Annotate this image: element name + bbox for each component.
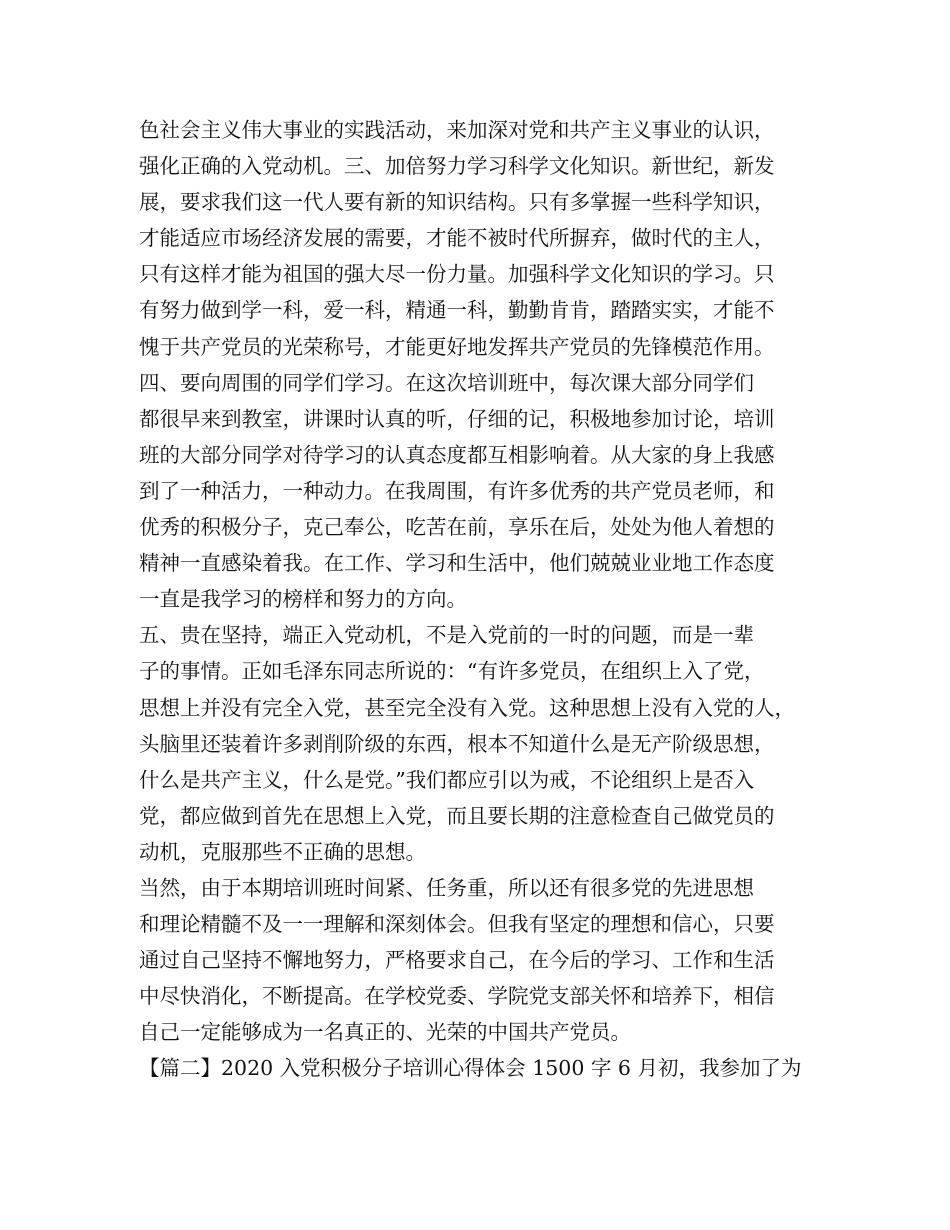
text-line: 中尽快消化，不断提高。在学校党委、学院党支部关怀和培养下，相信 [139, 984, 775, 1009]
text-line: 【篇二】2020 入党积极分子培训心得体会 1500 字 6 月初，我参加了为 [139, 1056, 802, 1081]
document-body-text [139, 112, 839, 1087]
text-line: 只有这样才能为祖国的强大尽一份力量。加强科学文化知识的学习。只 [139, 262, 775, 287]
text-line: 当然，由于本期培训班时间紧、任务重，所以还有很多党的先进思想 [139, 875, 754, 900]
text-line: 色社会主义伟大事业的实践活动，来加深对党和共产主义事业的认识， [139, 118, 775, 142]
text-line: 党，都应做到首先在思想上入党，而且要长期的注意检查自己做党员的 [139, 803, 775, 828]
text-line: 一直是我学习的榜样和努力的方向。 [139, 587, 467, 612]
text-line: 强化正确的入党动机。三、加倍努力学习科学文化知识。新世纪，新发 [139, 154, 775, 179]
text-line: 才能适应市场经济发展的需要，才能不被时代所摒弃，做时代的主人， [139, 226, 775, 251]
text-line: 自己一定能够成为一名真正的、光荣的中国共产党员。 [139, 1020, 631, 1045]
text-line: 展，要求我们这一代人要有新的知识结构。只有多掌握一些科学知识， [139, 190, 775, 215]
text-line: 子的事情。正如毛泽东同志所说的：“有许多党员，在组织上入了党， [139, 659, 765, 684]
text-line: 都很早来到教室，讲课时认真的听，仔细的记，积极地参加讨论，培训 [139, 406, 775, 431]
text-line: 和理论精髓不及一一理解和深刻体会。但我有坚定的理想和信心，只要 [139, 912, 775, 937]
text-line: 五、贵在坚持，端正入党动机，不是入党前的一时的问题，而是一辈 [139, 623, 754, 648]
text-line: 优秀的积极分子，克己奉公，吃苦在前，享乐在后，处处为他人着想的 [139, 515, 775, 540]
text-line: 到了一种活力，一种动力。在我周围，有许多优秀的共产党员老师，和 [139, 478, 775, 503]
text-line: 愧于共产党员的光荣称号，才能更好地发挥共产党员的先锋模范作用。 [139, 334, 775, 359]
text-line: 动机，克服那些不正确的思想。 [139, 839, 426, 864]
text-line: 思想上并没有完全入党，甚至完全没有入党。这种思想上没有入党的人， [139, 695, 795, 720]
text-line: 什么是共产主义，什么是党。”我们都应引以为戒，不论组织上是否入 [139, 767, 755, 792]
text-line: 班的大部分同学对待学习的认真态度都互相影响着。从大家的身上我感 [139, 442, 775, 467]
text-line: 四、要向周围的同学们学习。在这次培训班中，每次课大部分同学们 [139, 370, 754, 395]
text-line: 头脑里还装着许多剥削阶级的东西，根本不知道什么是无产阶级思想， [139, 731, 775, 756]
text-line: 有努力做到学一科，爱一科，精通一科，勤勤肯肯，踏踏实实，才能不 [139, 298, 775, 323]
text-line: 精神一直感染着我。在工作、学习和生活中，他们兢兢业业地工作态度 [139, 551, 775, 576]
text-line: 通过自己坚持不懈地努力，严格要求自己，在今后的学习、工作和生活 [139, 948, 775, 973]
